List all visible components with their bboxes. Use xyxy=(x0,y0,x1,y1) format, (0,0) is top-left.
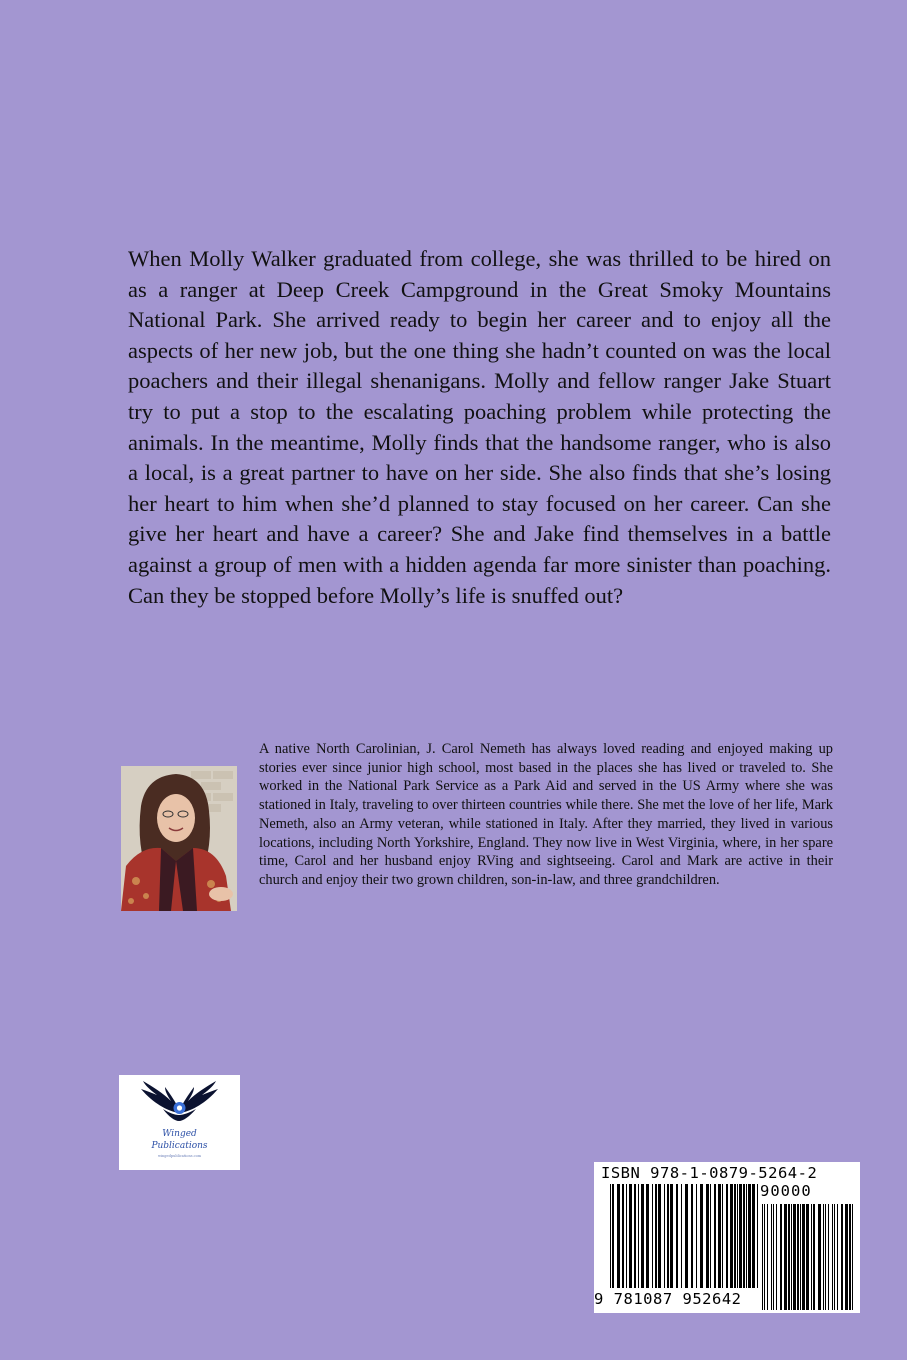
barcode-bar xyxy=(849,1204,851,1310)
barcode-bar xyxy=(664,1184,665,1288)
barcode-bar xyxy=(828,1204,829,1310)
barcode-bar xyxy=(634,1184,636,1288)
barcode-bar xyxy=(834,1204,835,1310)
barcode-bar xyxy=(730,1184,733,1288)
barcode-bar xyxy=(752,1184,755,1288)
winged-emblem-icon xyxy=(119,1075,240,1135)
barcode-bar xyxy=(818,1204,821,1310)
barcode-bar xyxy=(762,1204,763,1310)
barcode-bar xyxy=(793,1204,796,1310)
author-bio: A native North Carolinian, J. Carol Nemeth has always loved reading and enjoyed making up stories ever since junior high school, most based in the places she has lived or traveled to. She worked in the National Park Service as a Park Aid and served in the US Army where she was stationed in Italy, traveling to over thirteen countries while there. She met the love of her life, Mark Nemeth, also an Army veteran, while stationed in Italy. After they married, they lived in various locations, including North Yorkshire, England. They now live in West Virginia, where, in her spare time, Carol and her husband enjoy RVing and sightseeing. Carol and Mark are active in their church and enjoy their two grown children, son-in-law, and three grandchildren. xyxy=(259,741,833,888)
barcode-bar xyxy=(845,1204,848,1310)
barcode-bar xyxy=(696,1184,697,1288)
barcode-bar xyxy=(823,1204,824,1310)
barcode-bar xyxy=(734,1184,736,1288)
barcode-bar xyxy=(832,1204,833,1310)
barcode-bar xyxy=(685,1184,688,1288)
barcode-bar xyxy=(617,1184,620,1288)
barcode-bar xyxy=(743,1184,745,1288)
barcode-bar xyxy=(612,1184,614,1288)
barcode-bar xyxy=(700,1184,703,1288)
barcode-bar xyxy=(811,1204,812,1310)
barcode-bar xyxy=(791,1204,792,1310)
isbn-barcode xyxy=(594,1162,860,1313)
barcode-bar xyxy=(748,1184,751,1288)
barcode-bar xyxy=(710,1184,711,1288)
barcode-bar xyxy=(802,1204,805,1310)
price-addon: 90000 xyxy=(760,1182,812,1200)
barcode-bar xyxy=(714,1184,716,1288)
publisher-website: wingedpublications.com xyxy=(157,1154,202,1158)
barcode-bar xyxy=(722,1184,723,1288)
barcode-bar xyxy=(773,1204,774,1310)
barcode-bar xyxy=(800,1204,801,1310)
barcode-bar xyxy=(667,1184,669,1288)
barcode-bar xyxy=(841,1204,843,1310)
ean-digits: 9 781087 952642 xyxy=(594,1290,742,1308)
barcode-bar xyxy=(737,1184,738,1288)
barcode-bar xyxy=(641,1184,644,1288)
barcode-bar xyxy=(638,1184,639,1288)
barcode-bar xyxy=(739,1184,742,1288)
barcode-bar xyxy=(813,1204,815,1310)
barcode-bar xyxy=(658,1184,661,1288)
barcode-bar xyxy=(676,1184,678,1288)
barcode-bar xyxy=(691,1184,693,1288)
barcode-bar xyxy=(852,1204,853,1310)
barcode-bar xyxy=(784,1204,787,1310)
barcode-bar xyxy=(652,1184,653,1288)
barcode-bar xyxy=(767,1204,768,1310)
barcode-bar xyxy=(757,1184,758,1288)
barcode-bar xyxy=(706,1184,709,1288)
barcode-bar xyxy=(797,1204,799,1310)
barcode-bar xyxy=(718,1184,721,1288)
barcode-bar xyxy=(780,1204,782,1310)
publisher-name-line2: Publications xyxy=(151,1141,208,1151)
barcode-bar xyxy=(776,1204,777,1310)
barcode-bar xyxy=(771,1204,772,1310)
barcode-bar xyxy=(806,1204,809,1310)
barcode-bar xyxy=(646,1184,649,1288)
barcode-bar xyxy=(622,1184,624,1288)
barcode-bar xyxy=(726,1184,728,1288)
book-blurb: When Molly Walker graduated from college, she was thrilled to be hired on as a ranger at Deep Creek Campground in the Great Smoky Mountains National Park. She arrived ready to begin her career and to enjoy all the aspects of her new job, but the one thing she hadn’t counted on was the local poachers and their illegal shenanigans. Molly and fellow ranger Jake Stuart try to put a stop to the escalating poaching problem while protecting the animals. In the meantime, Molly finds that the handsome ranger, who is also a local, is a great partner to have on her side. She also finds that she’s losing her heart to him when she’d planned to stay focused on her career. Can she give her heart and have a career? She and Jake find themselves in a battle against a group of men with a hidden agenda far more sinister than poaching. Can they be stopped before Molly’s life is snuffed out? xyxy=(128,246,831,608)
barcode-bar xyxy=(764,1204,765,1310)
barcode-bar xyxy=(670,1184,673,1288)
publisher-name-line1: Winged xyxy=(162,1129,197,1139)
barcode-bar xyxy=(681,1184,682,1288)
barcode-bar xyxy=(655,1184,657,1288)
author-photo xyxy=(121,766,237,911)
publisher-logo xyxy=(119,1075,240,1170)
barcode-bar xyxy=(746,1184,747,1288)
barcode-bar xyxy=(629,1184,632,1288)
isbn-label: ISBN 978-1-0879-5264-2 xyxy=(601,1164,818,1182)
barcode-bar xyxy=(837,1204,838,1310)
barcode-bar xyxy=(788,1204,790,1310)
barcode-bar xyxy=(610,1184,611,1288)
barcode-bar xyxy=(825,1204,826,1310)
barcode-bar xyxy=(626,1184,627,1288)
